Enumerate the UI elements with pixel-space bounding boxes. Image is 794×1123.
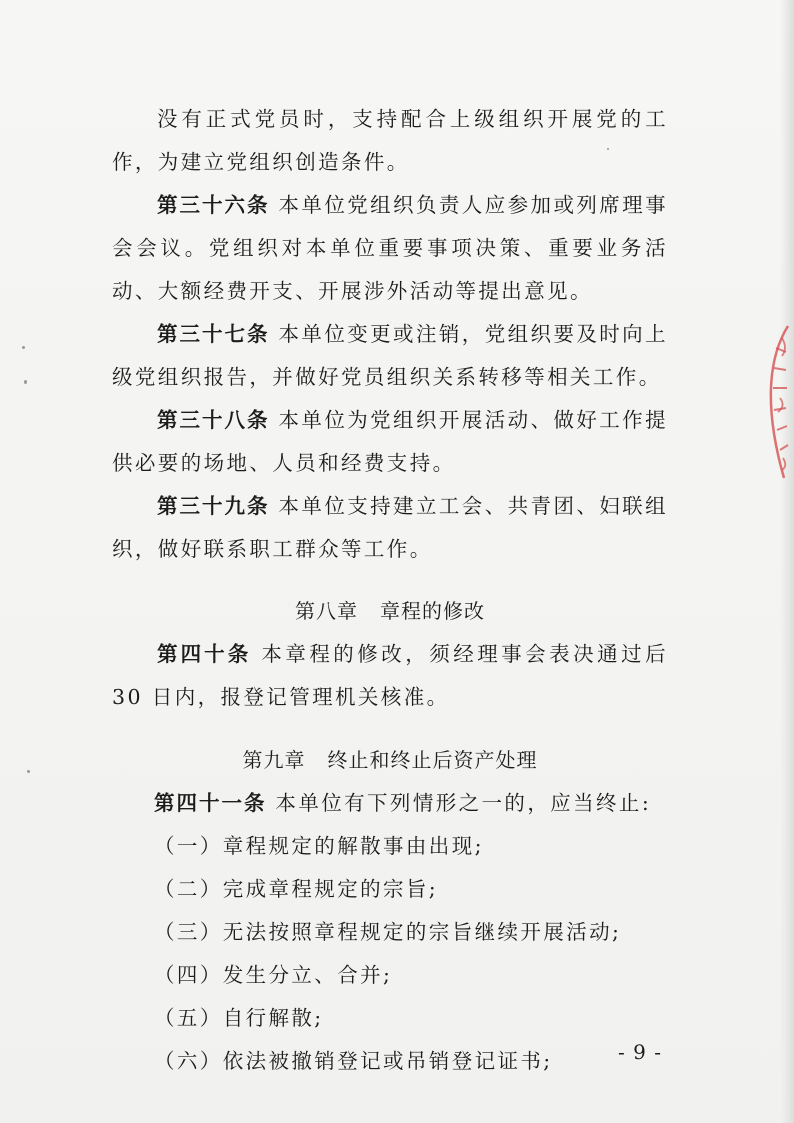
article-38 bbox=[112, 399, 668, 485]
article-39-text: 本单位支持建立工会、共青团、妇联组织，做好联系职工群众等工作。 bbox=[112, 494, 668, 561]
scan-speck bbox=[22, 346, 25, 349]
official-seal-fragment bbox=[758, 318, 794, 488]
list-item: （六）依法被撤销登记或吊销登记证书; bbox=[154, 1049, 553, 1073]
page-number: - 9 - bbox=[618, 1040, 662, 1064]
article-36-title: 第三十六条 bbox=[157, 193, 270, 217]
scan-speck bbox=[27, 770, 30, 773]
article-40 bbox=[112, 633, 668, 719]
chapter-8-title: 章程的修改 bbox=[380, 599, 485, 623]
chapter-9-title: 终止和终止后资产处理 bbox=[327, 748, 538, 772]
chapter-8-heading bbox=[112, 590, 668, 633]
article-37 bbox=[112, 313, 668, 399]
article-41-title: 第四十一条 bbox=[154, 791, 267, 815]
article-39-title: 第三十九条 bbox=[157, 494, 270, 518]
chapter-8-number: 第八章 bbox=[295, 599, 358, 623]
paragraph-continued: 没有正式党员时，支持配合上级组织开展党的工作，为建立党组织创造条件。 bbox=[112, 107, 668, 174]
article-40-text: 本章程的修改，须经理事会表决通过后 30 日内，报登记管理机关核准。 bbox=[112, 642, 669, 709]
chapter-9-heading bbox=[112, 739, 668, 782]
list-item: （四）发生分立、合并; bbox=[154, 963, 393, 987]
article-36 bbox=[112, 184, 668, 313]
document-body bbox=[112, 98, 668, 1083]
article-41 bbox=[112, 782, 668, 825]
chapter-9-number: 第九章 bbox=[242, 748, 306, 772]
article-40-title: 第四十条 bbox=[157, 642, 252, 666]
list-item: （三）无法按照章程规定的宗旨继续开展活动; bbox=[154, 920, 622, 944]
article-38-text: 本单位为党组织开展活动、做好工作提供必要的场地、人员和经费支持。 bbox=[112, 408, 668, 475]
list-item: （一）章程规定的解散事由出现; bbox=[154, 834, 484, 858]
article-37-text: 本单位变更或注销，党组织要及时向上级党组织报告，并做好党员组织关系转移等相关工作。 bbox=[112, 322, 668, 389]
list-item: （五）自行解散; bbox=[154, 1006, 324, 1030]
article-37-title: 第三十七条 bbox=[157, 322, 270, 346]
scan-edge-shadow bbox=[780, 0, 794, 1123]
article-39 bbox=[112, 485, 668, 571]
article-41-text: 本单位有下列情形之一的，应当终止: bbox=[275, 791, 652, 815]
list-item: （二）完成章程规定的宗旨; bbox=[154, 877, 439, 901]
article-38-title: 第三十八条 bbox=[157, 408, 270, 432]
article-36-text: 本单位党组织负责人应参加或列席理事会会议。党组织对本单位重要事项决策、重要业务活动、大额经费开支、开展涉外活动等提出意见。 bbox=[112, 193, 668, 303]
scan-speck bbox=[24, 380, 27, 384]
